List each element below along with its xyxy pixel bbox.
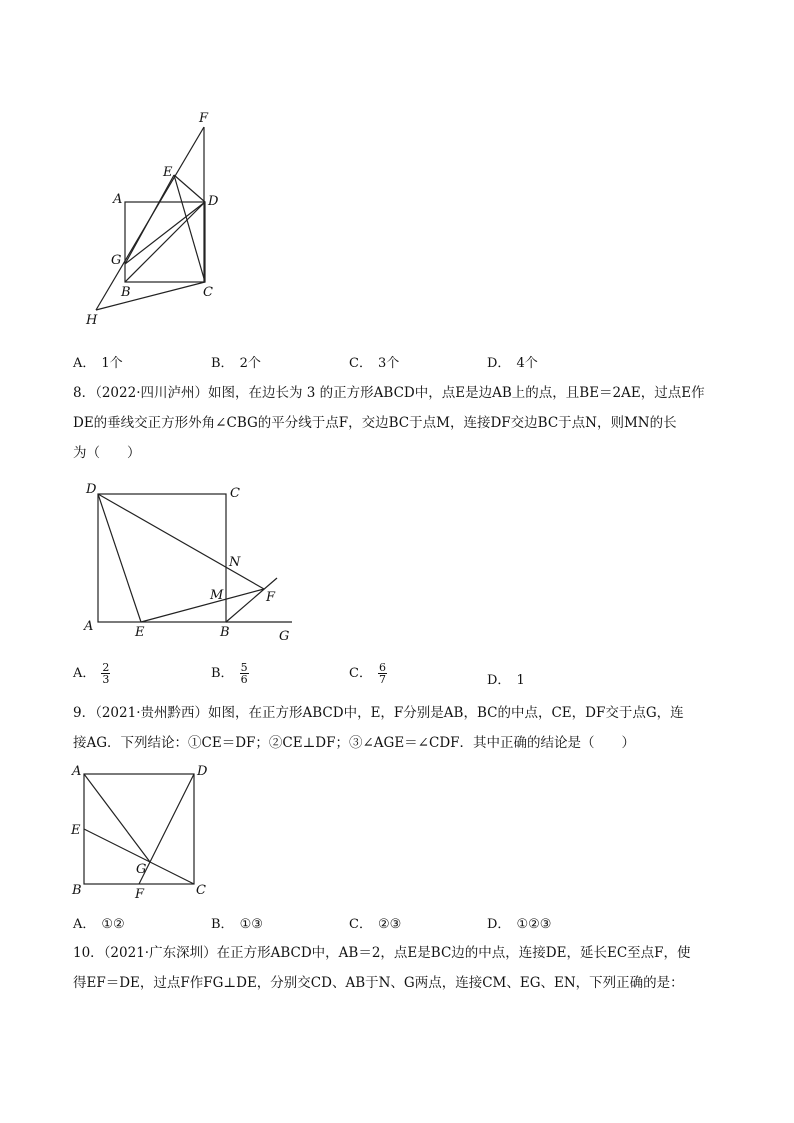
label-G: G (279, 629, 290, 644)
q10-question (73, 938, 733, 998)
fraction: $\frac{2}{3}$ (102, 661, 110, 686)
fraction: $\frac{5}{6}$ (240, 661, 248, 686)
segment-GD (125, 202, 205, 264)
segment-DE (98, 494, 141, 622)
label-A: A (84, 619, 94, 634)
fraction: $\frac{6}{7}$ (378, 661, 386, 686)
label-H: H (86, 313, 98, 328)
q8-option-d[interactable]: D． 1 (487, 673, 525, 688)
q9-line-1: 9．（2021·贵州黔西）如图，在正方形ABCD中，E，F分别是AB，BC的中点，CE，DF交于点G，连 (73, 705, 684, 721)
label-M: M (210, 588, 224, 603)
q9-options (73, 913, 593, 933)
segment-AG (84, 774, 150, 862)
segment-HC (96, 282, 205, 310)
label-E: E (163, 165, 173, 180)
label-B: B (121, 285, 131, 300)
q8-option-a[interactable]: A． $\frac{2}{3}$ (73, 661, 110, 686)
q8-line-1: 8．（2022·四川泸州）如图，在边长为 3 的正方形ABCD中，点E是边AB上的点，且BE＝2AE，过点E作 (73, 385, 705, 401)
figure-q9 (68, 760, 218, 900)
figure-q7 (80, 108, 230, 330)
q10-line-2: 得EF＝DE，过点F作FG⊥DE，分别交CD、AB于N、G两点，连接CM、EG、EN，下列正确的是： (73, 975, 684, 991)
label-G: G (111, 253, 122, 268)
label-C: C (196, 883, 206, 898)
figure-q8 (80, 478, 300, 646)
q7-option-a[interactable]: A． 1个 (73, 356, 123, 371)
label-F: F (135, 887, 145, 900)
label-A: A (72, 764, 82, 779)
q8-line-2: DE的垂线交正方形外角∠CBG的平分线于点F，交边BC于点M，连接DF交边BC于点N，则MN的长 (73, 415, 677, 431)
q7-option-d[interactable]: D． 4个 (487, 356, 538, 371)
q9-question (73, 698, 733, 758)
label-F: F (266, 590, 276, 605)
q9-option-c[interactable]: C． ②③ (349, 917, 402, 932)
q8-line-3: 为（ ） (73, 445, 141, 461)
q8-option-c[interactable]: C． $\frac{6}{7}$ (349, 661, 386, 686)
segment-DF (98, 494, 264, 589)
segment-EG (125, 175, 174, 264)
label-C: C (230, 486, 240, 501)
q8-options (73, 662, 593, 692)
label-D: D (197, 764, 208, 779)
label-D: D (86, 482, 97, 497)
label-B: B (72, 883, 82, 898)
label-N: N (229, 555, 241, 570)
q8-option-b[interactable]: B． $\frac{5}{6}$ (211, 661, 248, 686)
q9-line-2: 接AG．下列结论：①CE＝DF；②CE⊥DF；③∠AGE＝∠CDF．其中正确的结论是（ ） (73, 735, 636, 751)
label-B: B (220, 625, 230, 640)
label-D: D (208, 194, 219, 209)
label-F: F (199, 111, 209, 126)
q9-option-d[interactable]: D． ①②③ (487, 917, 552, 932)
q7-options (73, 352, 593, 372)
label-A: A (113, 192, 123, 207)
q7-option-b[interactable]: B． 2个 (211, 356, 261, 371)
label-G: G (136, 862, 147, 877)
square-ABCD-q8 (98, 494, 226, 622)
label-E: E (135, 625, 145, 640)
label-E: E (71, 823, 81, 838)
segment-DF (139, 774, 194, 884)
q9-option-b[interactable]: B． ①③ (211, 917, 263, 932)
q9-option-a[interactable]: A． ①② (73, 917, 125, 932)
q10-line-1: 10．（2021·广东深圳）在正方形ABCD中，AB＝2，点E是BC边的中点，连接DE，延长EC至点F，使 (73, 945, 691, 961)
segment-ED (174, 175, 205, 202)
label-C: C (203, 285, 213, 300)
q7-option-c[interactable]: C． 3个 (349, 356, 400, 371)
q8-question (73, 378, 733, 468)
